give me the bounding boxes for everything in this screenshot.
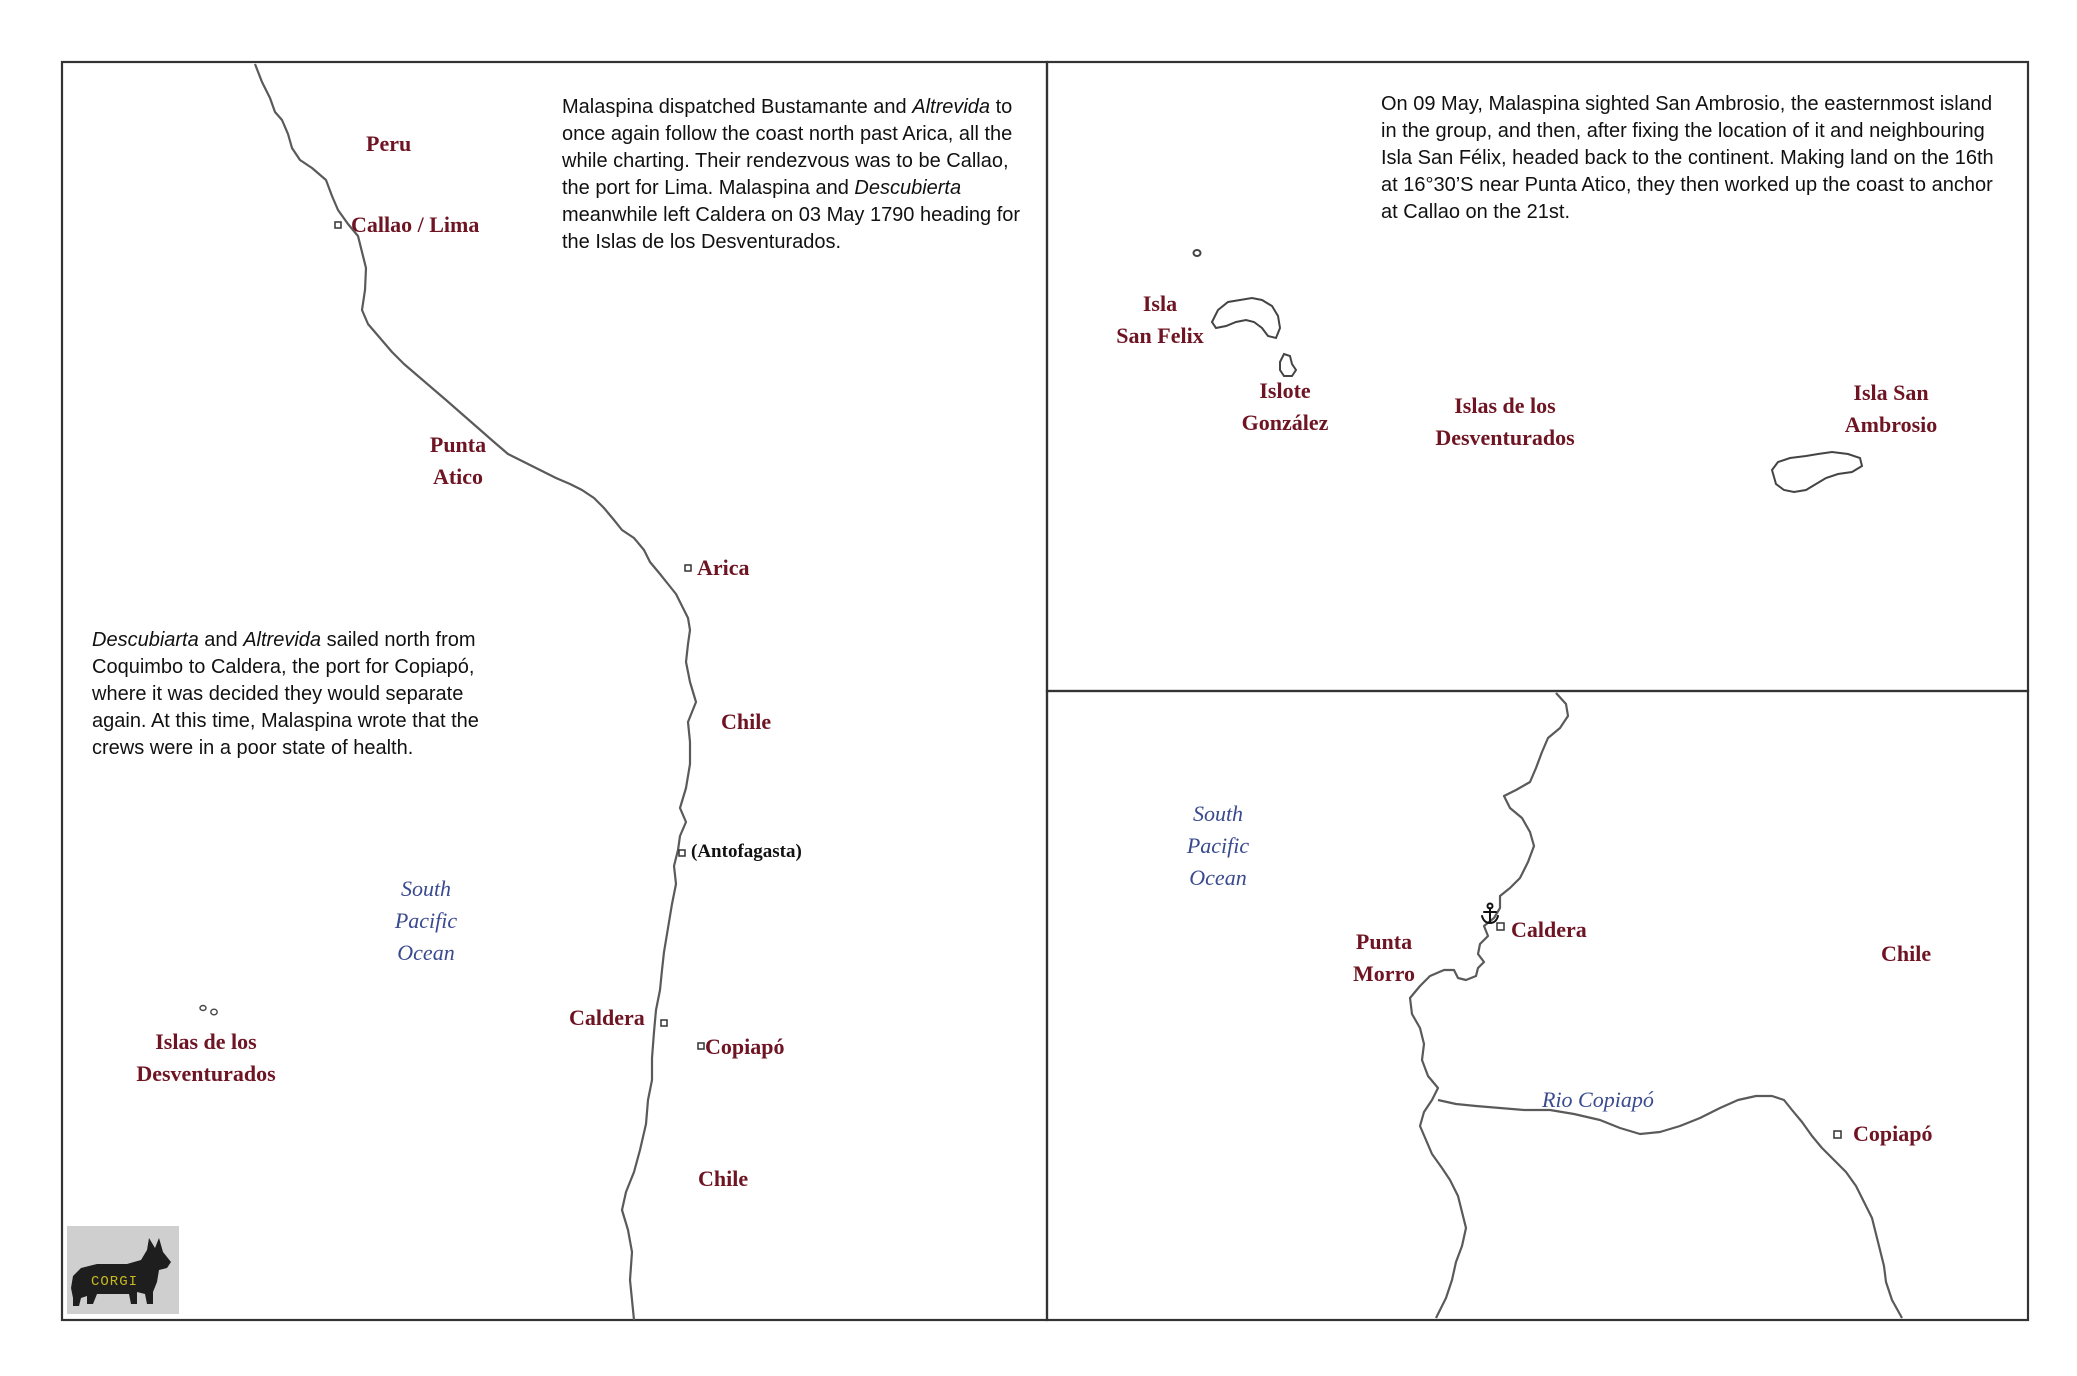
note-dispatch-ship-altrevida: Altrevida — [912, 96, 991, 118]
left-island-san-ambrosio — [211, 1009, 217, 1015]
label-south-pacific-ocean-right — [1168, 798, 1268, 894]
label-callao-lima: Callao / Lima — [351, 212, 480, 237]
ocean-line3: Ocean — [397, 940, 455, 965]
label-south-pacific-ocean-left — [376, 873, 476, 969]
bottom-right-panel-frame — [1047, 691, 2028, 1320]
copiapo-marker — [698, 1043, 704, 1049]
label-punta-morro-line1: Punta — [1355, 929, 1413, 954]
label-copiapo: Copiapó — [705, 1034, 785, 1059]
rio-copiapo-river — [1438, 1096, 1902, 1318]
label-islas-desventurados-left — [116, 1026, 296, 1090]
label-copiapo-detail: Copiapó — [1853, 1121, 1933, 1146]
label-islas-desventurados-right — [1415, 390, 1595, 454]
note-separation — [92, 627, 486, 762]
label-san-ambrosio-line2: Ambrosio — [1844, 412, 1938, 437]
ocean-line2: Pacific — [394, 908, 458, 933]
note-separation-ship-descubiarta: Descubiarta — [92, 629, 199, 651]
isla-san-ambrosio-outline — [1772, 452, 1862, 492]
note-dispatch-text-1: Malaspina dispatched Bustamante and — [562, 96, 913, 118]
label-islas-right-line1: Islas de los — [1454, 393, 1556, 418]
label-san-felix-line2: San Felix — [1116, 323, 1204, 348]
corgi-silhouette-icon — [67, 1226, 179, 1314]
label-isla-san-felix — [1100, 288, 1220, 352]
label-san-felix-line1: Isla — [1142, 291, 1178, 316]
label-islas-right-line2: Desventurados — [1435, 425, 1575, 450]
label-chile-north: Chile — [721, 709, 772, 734]
label-san-ambrosio-line1: Isla San — [1853, 380, 1929, 405]
label-rio-copiapo: Rio Copiapó — [1542, 1087, 1654, 1112]
label-gonzalez-line1: Islote — [1259, 378, 1311, 403]
label-caldera: Caldera — [569, 1005, 645, 1030]
label-chile-detail: Chile — [1881, 941, 1932, 966]
ocean-right-line3: Ocean — [1189, 865, 1247, 890]
bottom-right-coastline — [1410, 693, 1568, 1318]
label-islas-line1: Islas de los — [155, 1029, 257, 1054]
label-arica: Arica — [697, 555, 750, 580]
ocean-right-line1: South — [1192, 801, 1244, 826]
label-punta-morro-line2: Morro — [1353, 961, 1415, 986]
label-caldera-detail: Caldera — [1511, 917, 1587, 942]
note-san-ambrosio: On 09 May, Malaspina sighted San Ambrosio, the easternmost island in the group, and then, after fixing the location of it and neighbouring Isla San Félix, headed back to the continent. Making land on the 16th at 16°30’S near Punta Atico, they then worked up the coast to anchor at Callao on the 21st. — [1381, 93, 1994, 223]
label-islas-line2: Desventurados — [136, 1061, 276, 1086]
left-island-san-felix — [200, 1006, 206, 1011]
label-islote-gonzalez — [1222, 375, 1348, 439]
islote-gonzalez-outline — [1280, 354, 1296, 376]
caldera-marker-detail — [1497, 923, 1504, 930]
note-separation-text-2: sailed north from Coquimbo to Caldera, the port for Copiapó, where it was decided they would separate again. At this time, Malaspina wrote that the crews were in a poor state of health. — [92, 629, 479, 759]
corgi-logo — [67, 1226, 179, 1314]
callao-marker — [335, 222, 341, 228]
label-peru: Peru — [366, 131, 412, 156]
note-separation-ship-altrevida: Altrevida — [243, 629, 322, 651]
label-isla-san-ambrosio — [1826, 377, 1956, 441]
label-chile-south: Chile — [698, 1166, 749, 1191]
top-right-islands — [1194, 250, 1863, 492]
antofagasta-marker — [679, 850, 685, 856]
label-punta-morro — [1344, 926, 1424, 990]
label-antofagasta: (Antofagasta) — [691, 841, 802, 862]
note-dispatch-text-3: meanwhile left Caldera on 03 May 1790 heading for the Islas de los Desventurados. — [562, 204, 1021, 253]
note-dispatch-text-2: to once again follow the coast north past Arica, all the while charting. Their rendezvous was to be Callao, the port for Lima. Malaspina and — [562, 96, 1013, 199]
note-dispatch — [562, 94, 1022, 256]
note-separation-text-1: and — [198, 629, 244, 651]
label-punta-atico — [418, 429, 498, 493]
label-punta-atico-line2: Atico — [432, 464, 484, 489]
arica-marker — [685, 565, 691, 571]
label-punta-atico-line1: Punta — [429, 432, 487, 457]
ocean-right-line2: Pacific — [1186, 833, 1250, 858]
isla-san-felix-outline — [1212, 298, 1280, 338]
note-dispatch-ship-descubierta: Descubierta — [854, 177, 962, 199]
label-gonzalez-line2: González — [1241, 410, 1329, 435]
logo-text: CORGI — [91, 1274, 139, 1290]
copiapo-marker-detail — [1834, 1131, 1841, 1138]
islet-north — [1194, 250, 1201, 256]
left-islands — [200, 1006, 217, 1015]
ocean-line1: South — [400, 876, 452, 901]
caldera-marker — [661, 1020, 667, 1026]
